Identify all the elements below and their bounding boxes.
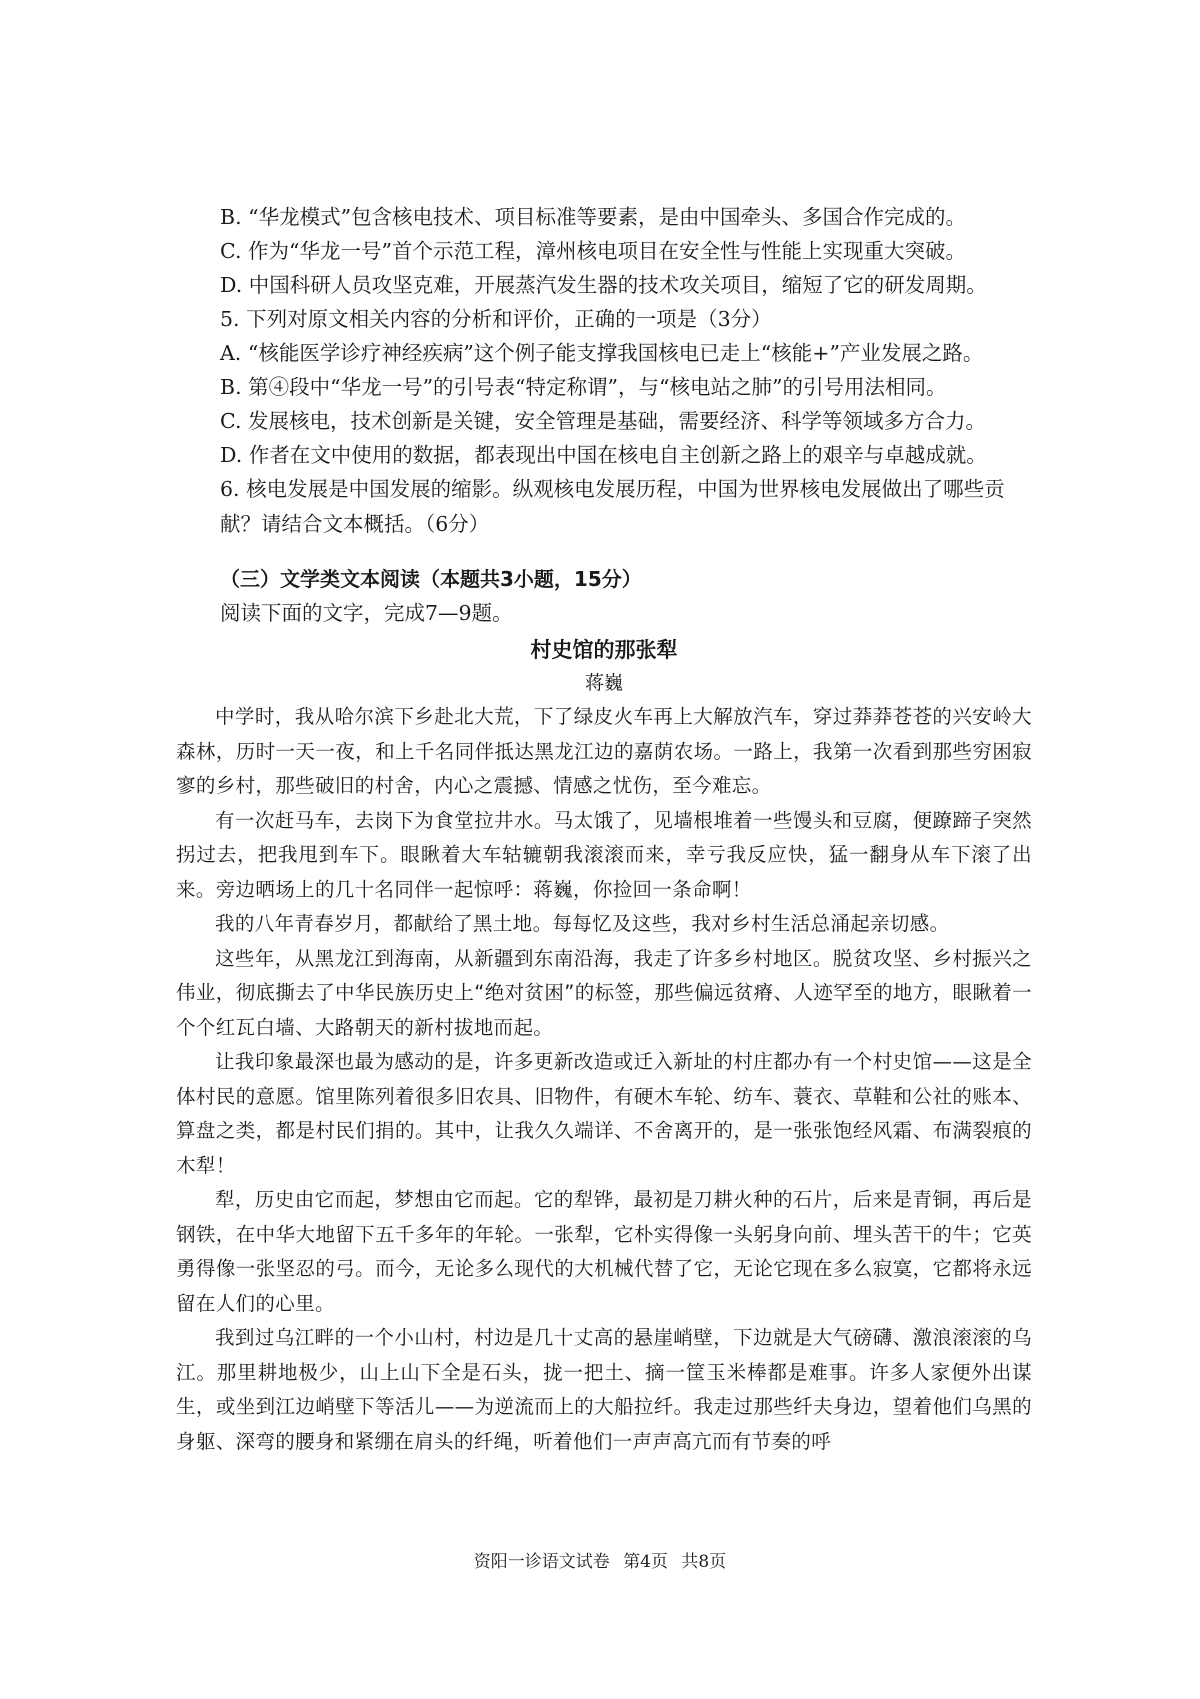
article-title: 村史馆的那张犁 bbox=[530, 638, 678, 662]
page-footer bbox=[0, 1550, 1200, 1574]
footer-exam-name: 资阳一诊语文试卷 bbox=[473, 1552, 610, 1572]
section-title: （三）文学类文本阅读（本题共3小题，15分） bbox=[220, 567, 642, 591]
article-paragraph: 这些年，从黑龙江到海南，从新疆到东南沿海，我走了许多乡村地区。脱贫攻坚、乡村振兴之伟业，彻底撕去了中华民族历史上“绝对贫困”的标签，那些偏远贫瘠、人迹罕至的地方，眼瞅着一个个红瓦白墙、大路朝天的新村拔地而起。 bbox=[176, 946, 1032, 1039]
footer-page-number: 第4页 bbox=[623, 1552, 668, 1572]
q5-option-a: A. “核能医学诊疗神经疾病”这个例子能支撑我国核电已走上“核能+”产业发展之路。 bbox=[220, 341, 984, 365]
article-paragraph: 我到过乌江畔的一个小山村，村边是几十丈高的悬崖峭壁，下边就是大气磅礴、激浪滚滚的乌江。那里耕地极少，山上山下全是石头，拢一把土、摘一筐玉米棒都是难事。许多人家便外出谋生，或坐到江边峭壁下等活儿——为逆流而上的大船拉纤。我走过那些纤夫身边，望着他们乌黑的身躯、深弯的腰身和紧绷在肩头的纤绳，听着他们一声声高亢而有节奏的呼 bbox=[176, 1326, 1032, 1453]
q5-stem: 5. 下列对原文相关内容的分析和评价，正确的一项是（3分） bbox=[220, 307, 772, 331]
q6-question: 6. 核电发展是中国发展的缩影。纵观核电发展历程，中国为世界核电发展做出了哪些贡献？请结合文本概括。（6分） bbox=[220, 477, 1005, 536]
page-content bbox=[176, 200, 1032, 1459]
article-paragraph: 中学时，我从哈尔滨下乡赴北大荒，下了绿皮火车再上大解放汽车，穿过莽莽苍苍的兴安岭大森林，历时一天一夜，和上千名同伴抵达黑龙江边的嘉荫农场。一路上，我第一次看到那些穷困寂寥的乡村，那些破旧的村舍，内心之震撼、情感之忧伤，至今难忘。 bbox=[176, 705, 1032, 797]
q4-option-d: D. 中国科研人员攻坚克难，开展蒸汽发生器的技术攻关项目，缩短了它的研发周期。 bbox=[220, 273, 987, 297]
q4-option-c: C. 作为“华龙一号”首个示范工程，漳州核电项目在安全性与性能上实现重大突破。 bbox=[220, 239, 966, 263]
q5-option-c: C. 发展核电，技术创新是关键，安全管理是基础，需要经济、科学等领域多方合力。 bbox=[220, 409, 986, 433]
article-paragraph: 犁，历史由它而起，梦想由它而起。它的犁铧，最初是刀耕火种的石片，后来是青铜，再后是钢铁，在中华大地留下五千多年的年轮。一张犁，它朴实得像一头躬身向前、埋头苦干的牛；它英勇得像一张坚忍的弓。而今，无论多么现代的大机械代替了它，无论它现在多么寂寞，它都将永远留在人们的心里。 bbox=[176, 1188, 1032, 1315]
q5-option-b: B. 第④段中“华龙一号”的引号表“特定称谓”，与“核电站之肺”的引号用法相同。 bbox=[220, 375, 947, 399]
q5-option-d: D. 作者在文中使用的数据，都表现出中国在核电自主创新之路上的艰辛与卓越成就。 bbox=[220, 443, 987, 467]
article-author: 蒋巍 bbox=[584, 672, 623, 694]
section-instruction: 阅读下面的文字，完成7—9题。 bbox=[220, 601, 513, 625]
footer-total-pages: 共8页 bbox=[681, 1552, 727, 1572]
article-paragraph: 让我印象最深也最为感动的是，许多更新改造或迁入新址的村庄都办有一个村史馆——这是全体村民的意愿。馆里陈列着很多旧农具、旧物件，有硬木车轮、纺车、蓑衣、草鞋和公社的账本、算盘之类，都是村民们捐的。其中，让我久久端详、不舍离开的，是一张张饱经风霜、布满裂痕的木犁！ bbox=[176, 1050, 1032, 1177]
q4-option-b: B. “华龙模式”包含核电技术、项目标准等要素，是由中国牵头、多国合作完成的。 bbox=[220, 205, 967, 229]
article-paragraph: 我的八年青春岁月，都献给了黑土地。每每忆及这些，我对乡村生活总涌起亲切感。 bbox=[215, 912, 950, 935]
article-paragraph: 有一次赶马车，去岗下为食堂拉井水。马太饿了，见墙根堆着一些馒头和豆腐，便蹽蹄子突然拐过去，把我甩到车下。眼瞅着大车轱辘朝我滚滚而来，幸亏我反应快，猛一翻身从车下滚了出来。旁边晒场上的几十名同伴一起惊呼：蒋巍，你捡回一条命啊！ bbox=[176, 808, 1032, 901]
